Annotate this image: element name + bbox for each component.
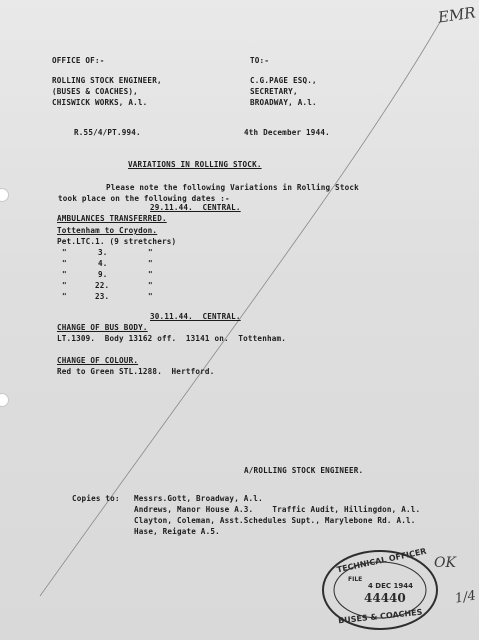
ditto-left-4: "	[62, 281, 67, 290]
intro-line-1: Please note the following Variations in Rolling Stock	[106, 183, 359, 192]
section2-heading: CHANGE OF BUS BODY.	[57, 323, 148, 332]
copies-line-3: Clayton, Coleman, Asst.Schedules Supt., Marylebone Rd. A.l.	[134, 516, 416, 525]
stamp-number: 44440	[364, 591, 406, 605]
from-line-3: CHISWICK WORKS, A.l.	[52, 98, 148, 107]
section2-line: LT.1309. Body 13162 off. 13141 on. Tottenham.	[57, 334, 287, 343]
stamp-top-text: TECHNICAL OFFICER	[336, 546, 428, 575]
ambulance-item-1: 3.	[98, 248, 108, 257]
handwritten-ok: OK	[434, 555, 456, 571]
ditto-left-1: "	[62, 248, 67, 257]
stamp-file-label: FILE	[348, 576, 363, 583]
ambulance-item-2: 4.	[98, 259, 108, 268]
copies-line-4: Hase, Reigate A.5.	[134, 527, 220, 536]
margin-note-initials: EMR	[436, 3, 477, 27]
ditto-right-5: "	[148, 292, 153, 301]
section3-line: Red to Green STL.1288. Hertford.	[57, 367, 215, 376]
intro-line-2: took place on the following dates :-	[58, 194, 230, 203]
subject-heading: VARIATIONS IN ROLLING STOCK.	[128, 160, 262, 169]
stamp-bottom-text: BUSES & COACHES	[337, 607, 423, 626]
ditto-right-1: "	[148, 248, 153, 257]
to-line-3: BROADWAY, A.l.	[250, 98, 317, 107]
from-heading: OFFICE OF:-	[52, 56, 105, 65]
copies-line-1: Messrs.Gott, Broadway, A.l.	[134, 494, 263, 503]
copies-line-2: Andrews, Manor House A.3. Traffic Audit, Hillingdon, A.l.	[134, 505, 421, 514]
section1-date: 29.11.44. CENTRAL.	[150, 203, 241, 212]
ambulance-item-3: 9.	[98, 270, 108, 279]
ditto-left-5: "	[62, 292, 67, 301]
section1-first-item: Pet.LTC.1. (9 stretchers)	[57, 237, 177, 246]
from-line-2: (BUSES & COACHES),	[52, 87, 138, 96]
signature-title: A/ROLLING STOCK ENGINEER.	[244, 466, 364, 475]
copies-label: Copies to:	[72, 494, 120, 503]
section3-heading: CHANGE OF COLOUR.	[57, 356, 139, 365]
technical-officer-stamp	[320, 548, 440, 632]
to-line-2: SECRETARY,	[250, 87, 298, 96]
reference-number: R.55/4/PT.994.	[74, 128, 141, 137]
letter-date: 4th December 1944.	[244, 128, 330, 137]
ambulance-item-4: 22.	[95, 281, 110, 290]
handwritten-corner-note: 1/4	[453, 588, 478, 607]
to-heading: TO:-	[250, 56, 270, 65]
ditto-left-2: "	[62, 259, 67, 268]
from-line-1: ROLLING STOCK ENGINEER,	[52, 76, 162, 85]
to-line-1: C.G.PAGE ESQ.,	[250, 76, 317, 85]
stamp-date: 4 DEC 1944	[368, 582, 413, 590]
ambulance-item-5: 23.	[95, 292, 110, 301]
section2-date: 30.11.44. CENTRAL.	[150, 312, 241, 321]
ditto-right-4: "	[148, 281, 153, 290]
ditto-right-2: "	[148, 259, 153, 268]
section1-subheading: Tottenham to Croydon.	[57, 226, 158, 235]
section1-heading: AMBULANCES TRANSFERRED.	[57, 214, 167, 223]
ditto-right-3: "	[148, 270, 153, 279]
ditto-left-3: "	[62, 270, 67, 279]
